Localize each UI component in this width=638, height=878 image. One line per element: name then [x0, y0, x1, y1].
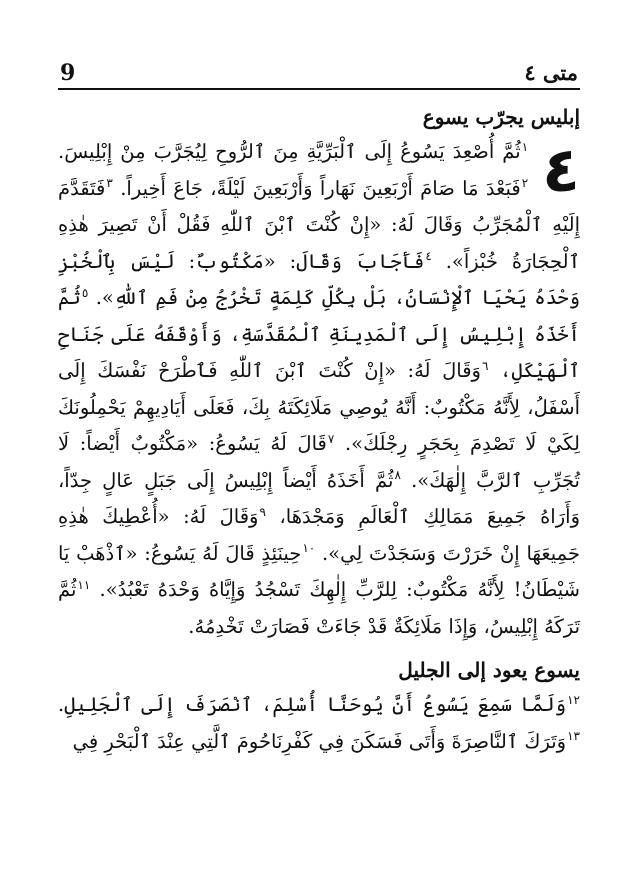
verse-number: ٤	[425, 249, 432, 263]
verse	[58, 140, 528, 163]
verse-text: ثُمَّ أَخَذَهُ أَيْضاً إِبْلِيسُ إِلَى جَبَلٍ عَالٍ جِدّاً، وَأَرَاهُ جَمِيعَ مَمَالِكِ ٱلْعَالَمِ وَمَجْدَهَا،	[58, 468, 580, 528]
verse-text: فَأَجَابَ وَقَالَ: «مَكْتُوبٌ: لَيْسَ بِٱلْخُبْزِ وَحْدَهُ يَحْيَا ٱلْإِنْسَانُ، بَلْ بِكُلِّ كَلِمَةٍ تَخْرُجُ مِنْ فَمِ ٱللّٰهِ».	[58, 249, 580, 309]
verse-number: ٣	[106, 176, 113, 190]
verse-text: حِينَئِذٍ قَالَ لَهُ يَسُوعُ: «ٱذْهَبْ يَا شَيْطَانُ! لِأَنَّهُ مَكْتُوبٌ: لِلرَّبِّ إِلٰهِكَ تَسْجُدُ وَإِيَّاهُ وَحْدَهُ تَعْبُدُ».	[58, 541, 581, 601]
verse-number: ٢	[521, 176, 529, 190]
verse	[73, 730, 580, 753]
body-text	[58, 100, 580, 760]
section-heading: إبليس يجرّب يسوع	[422, 105, 580, 129]
verse-number: ١٠	[302, 541, 316, 555]
verse-number: ٧	[327, 431, 335, 446]
verse-text: فَبَعْدَ مَا صَامَ أَرْبَعِينَ نَهَاراً وَأَرْبَعِينَ لَيْلَةً، جَاعَ أَخِيراً.	[120, 176, 521, 200]
verse-text: ثُمَّ أُصْعِدَ يَسُوعُ إِلَى ٱلْبَرِّيَّةِ مِنَ ٱلرُّوحِ لِيُجَرَّبَ مِنْ إِبْلِيسَ.	[58, 140, 521, 163]
verse	[58, 693, 580, 716]
verse-text: قَالَ لَهُ يَسُوعُ: «مَكْتُوبٌ أَيْضاً: لَا تُجَرِّبِ ٱلرَّبَّ إِلٰهَكَ».	[58, 432, 580, 492]
running-head: متى ٤	[524, 60, 578, 85]
verse-text: وَقَالَ لَهُ: «أُعْطِيكَ هٰذِهِ جَمِيعَهَا إِنْ خَرَرْتَ وَسَجَدْتَ لِي».	[58, 505, 581, 565]
verse-text: فَتَقَدَّمَ إِلَيْهِ ٱلْمُجَرِّبُ وَقَالَ لَهُ: «إِنْ كُنْتَ ٱبْنَ ٱللّٰهِ فَقُلْ أَنْ تَصِيرَ هٰذِهِ ٱلْحِجَارَةُ خُبْزاً».	[58, 176, 581, 273]
verse-text: وَلَمَّا سَمِعَ يَسُوعُ أَنَّ يُوحَنَّا أُسْلِمَ، ٱنْصَرَفَ إِلَى ٱلْجَلِيلِ.	[58, 693, 567, 716]
verse-number: ١٢	[567, 692, 580, 707]
verse-text: ثُمَّ أَخَذَهُ إِبْلِيسُ إِلَى ٱلْمَدِينَةِ ٱلْمُقَدَّسَةِ، وَأَوْقَفَهُ عَلَى جَنَاحِ ٱلْهَيْكَلِ،	[58, 286, 580, 382]
verse-number: ٩	[259, 504, 266, 519]
verse-text: ثُمَّ تَرَكَهُ إِبْلِيسُ، وَإِذَا مَلَائِكَةٌ قَدْ جَاءَتْ فَصَارَتْ تَخْدِمُهُ.	[58, 578, 580, 638]
verse-number: ١	[521, 139, 529, 154]
verse-text: وَقَالَ لَهُ: «إِنْ كُنْتَ ٱبْنَ ٱللّٰهِ فَٱطْرَحْ نَفْسَكَ إِلَى أَسْفَلُ، لِأَنَّهُ مَكْتُوبٌ: أَنَّهُ يُوصِي مَلَائِكَتَهُ بِكَ، فَعَلَى أَيَادِيهِمْ يَحْمِلُونَكَ لِكَيْ لَا تَصْدِمَ بِحَجَرٍ رِجْلَكَ».	[58, 359, 580, 455]
chapter-number: ٤	[542, 133, 580, 206]
verse	[120, 177, 528, 200]
verse-text: وَتَرَكَ ٱلنَّاصِرَةَ وَأَتَى فَسَكَنَ فِي كَفْرِنَاحُومَ ٱلَّتِي عِنْدَ ٱلْبَحْرِ فِي	[72, 729, 567, 753]
page-number: 9	[60, 60, 76, 86]
verse-number: ١٣	[567, 729, 580, 743]
section-heading: يسوع يعود إلى الجليل	[398, 658, 580, 682]
passage-temptation	[58, 134, 580, 645]
header-rule	[58, 88, 580, 90]
verse-number: ٨	[394, 468, 401, 482]
verse-number: ٦	[481, 358, 489, 373]
verse-number: ١١	[77, 577, 91, 592]
verse-number: ٥	[81, 285, 89, 300]
passage-galilee	[58, 687, 580, 760]
